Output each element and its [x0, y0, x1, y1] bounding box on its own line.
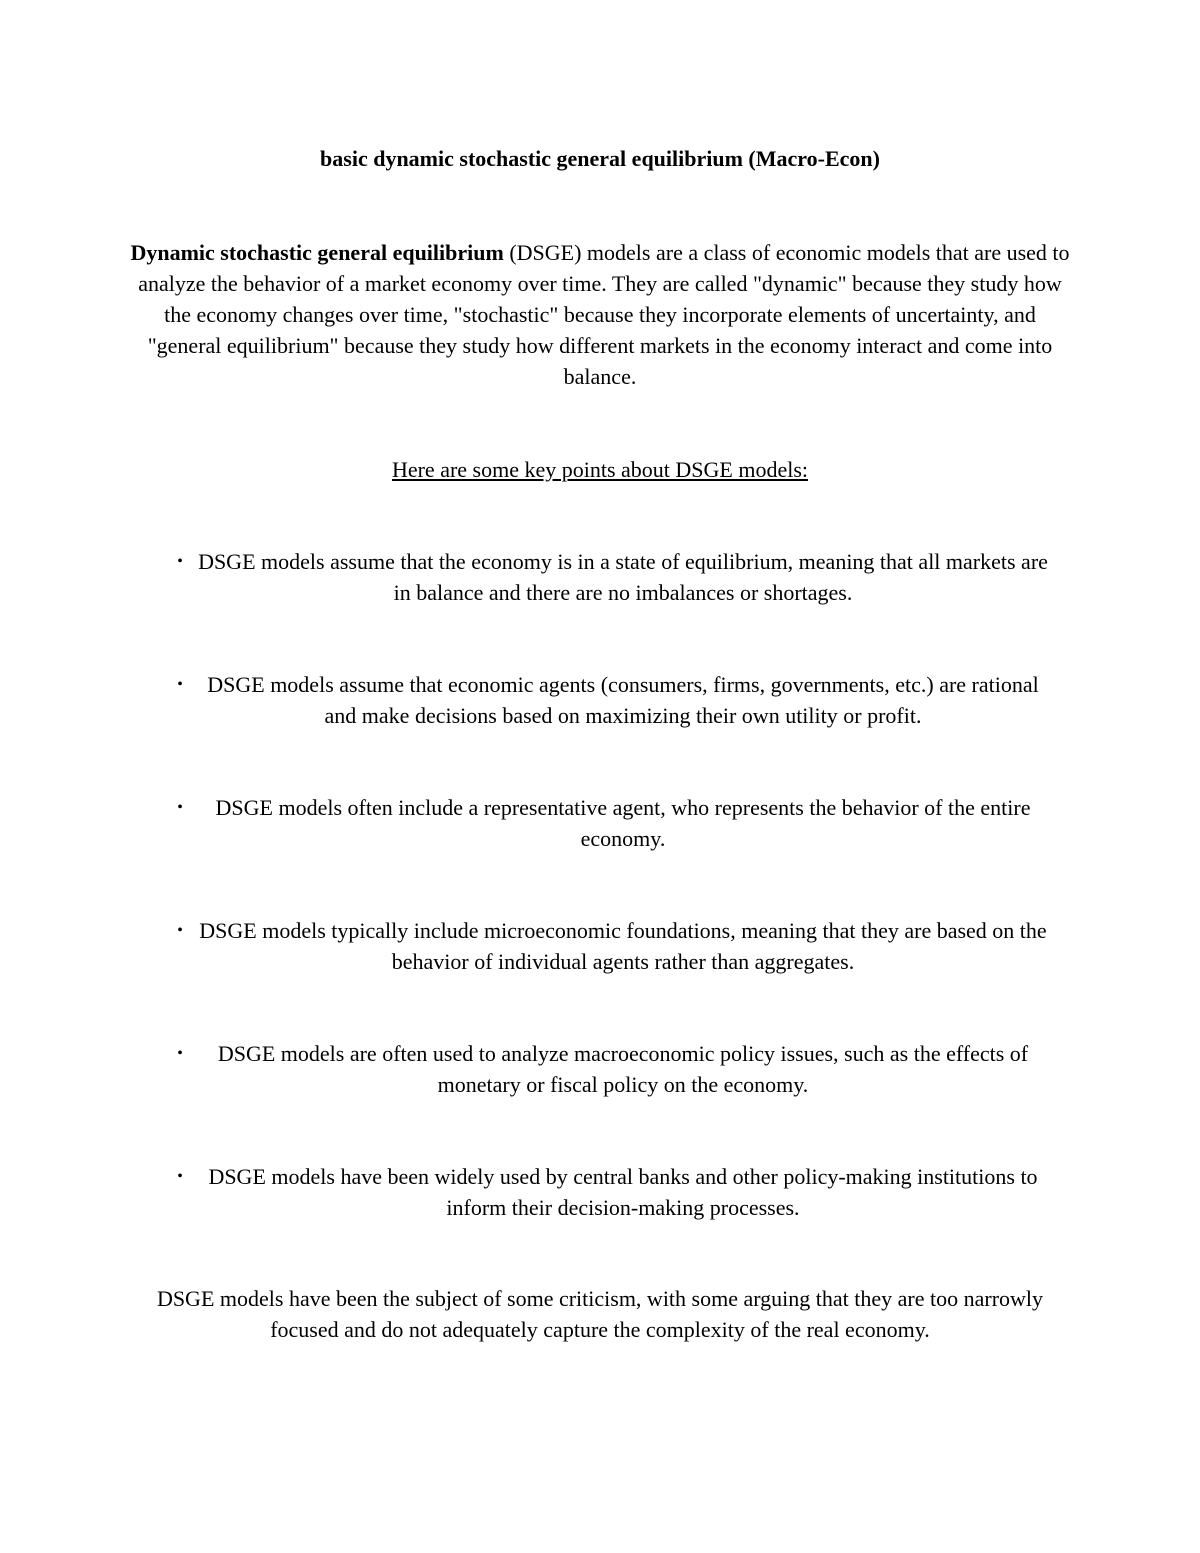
bullet-item-5: [170, 1038, 1070, 1100]
bullet-text: DSGE models assume that economic agents (consumers, firms, governments, etc.) are rational and make decisions based on maximizing their own utility or profit.: [207, 672, 1039, 728]
bullet-text: DSGE models are often used to analyze macroeconomic policy issues, such as the effects of monetary or fiscal policy on the economy.: [217, 1041, 1029, 1097]
bullet-icon: •: [177, 1168, 183, 1185]
key-points-heading: Here are some key points about DSGE models:: [391, 457, 809, 482]
bullet-item-3: [170, 792, 1070, 854]
bullet-text: DSGE models typically include microeconomic foundations, meaning that they are based on the behavior of individual agents rather than aggregates.: [199, 918, 1047, 974]
intro-bold-lead: Dynamic stochastic general equilibrium: [130, 240, 504, 265]
bullet-item-1: [170, 546, 1070, 608]
bullet-icon: •: [177, 676, 183, 693]
bullet-text: DSGE models often include a representative agent, who represents the behavior of the entire economy.: [215, 795, 1031, 851]
bullet-icon: •: [177, 1045, 183, 1062]
bullet-icon: •: [177, 922, 183, 939]
bullet-icon: •: [177, 553, 183, 570]
intro-paragraph: [130, 237, 1070, 392]
document-title: basic dynamic stochastic general equilibrium (Macro-Econ): [320, 146, 880, 171]
bullet-item-2: [170, 669, 1070, 731]
bullet-item-4: [170, 915, 1070, 977]
bullet-icon: •: [177, 799, 183, 816]
intro-body-text: (DSGE) models are a class of economic models that are used to analyze the behavior of a market economy over time. They are called "dynamic" because they study how the economy changes over time, "stochastic" because they incorporate elements of uncertainty, and "general equilibrium" because they study how different markets in the economy interact and come into balance.: [138, 240, 1070, 389]
bullet-text: DSGE models have been widely used by central banks and other policy-making institutions to inform their decision-making processes.: [208, 1164, 1038, 1220]
bullet-text: DSGE models assume that the economy is in a state of equilibrium, meaning that all markets are in balance and there are no imbalances or shortages.: [198, 549, 1048, 605]
conclusion-paragraph: DSGE models have been the subject of some criticism, with some arguing that they are too narrowly focused and do not adequately capture the complexity of the real economy.: [156, 1286, 1044, 1342]
bullet-item-6: [170, 1161, 1070, 1223]
